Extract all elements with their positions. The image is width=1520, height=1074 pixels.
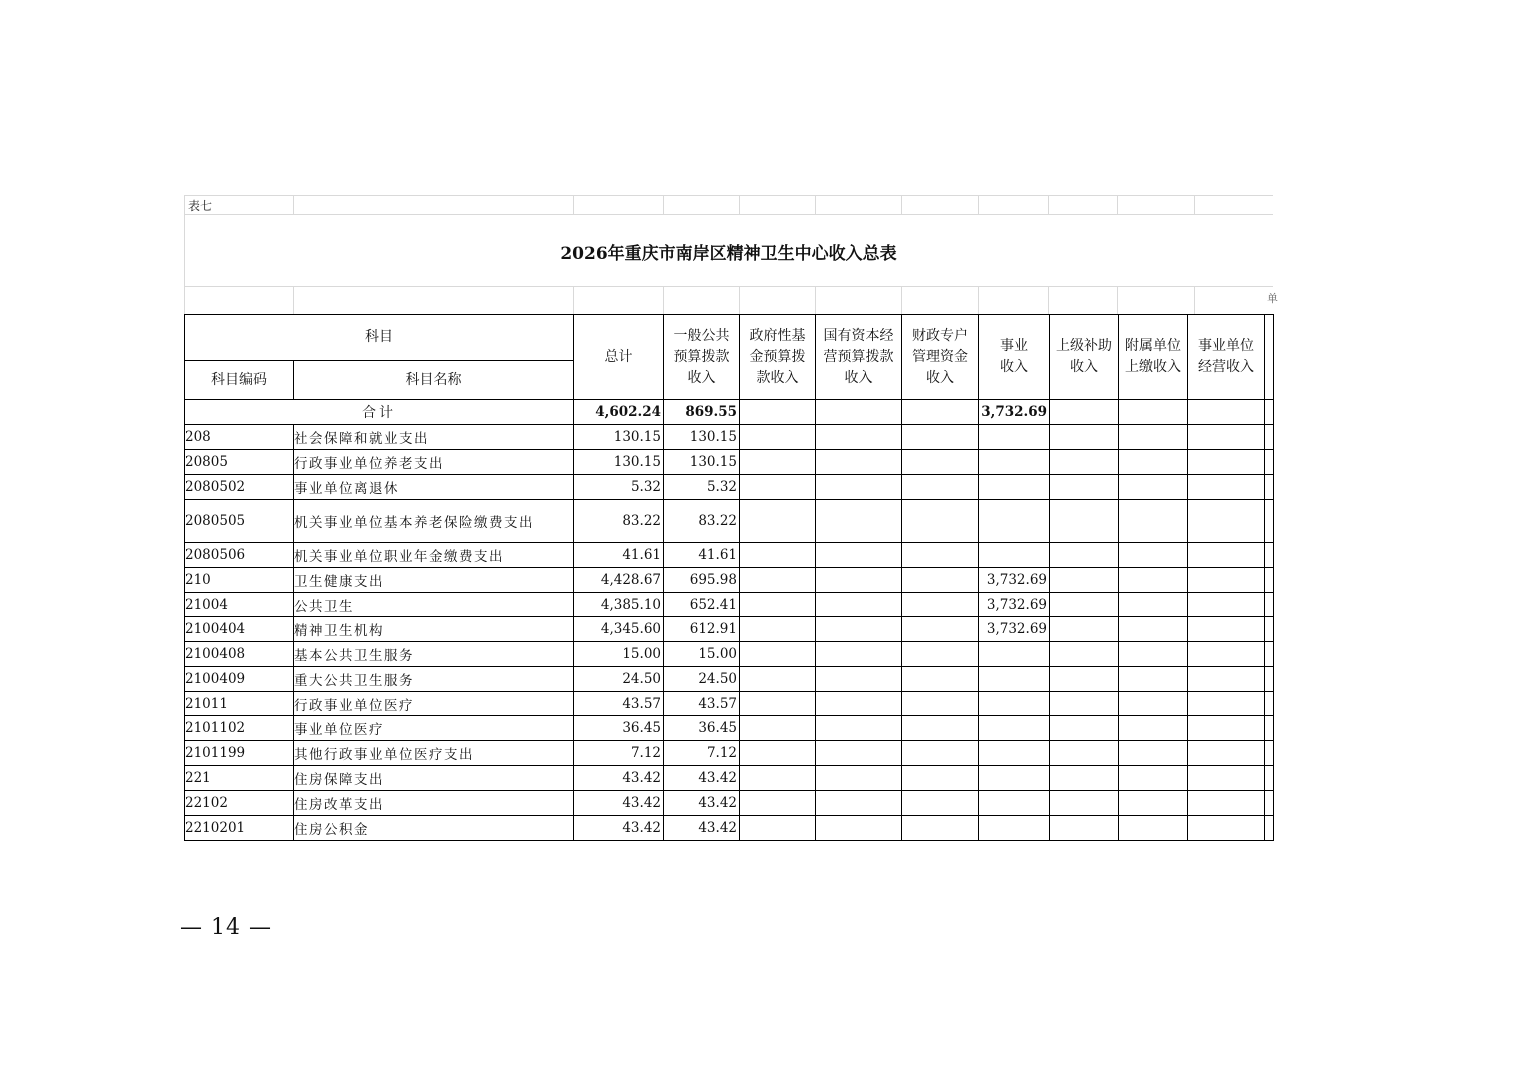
header-business-income-line2: 收入 [1000,359,1028,375]
state-capital-cell [816,692,902,716]
total-cell: 83.22 [574,500,664,543]
header-superior-subsidy-line1: 上级补助 [1056,338,1112,354]
state-capital-cell [816,543,902,568]
clipped-column-cell [1265,568,1274,593]
table-row [185,692,1274,716]
affiliated-turnover-cell [1119,816,1188,841]
general-budget-cell: 43.42 [664,791,740,816]
affiliated-turnover-cell [1119,692,1188,716]
header-fiscal-special-line3: 收入 [926,369,954,386]
fiscal-special-cell [902,425,979,450]
operating-income-cell [1188,500,1265,543]
gov-fund-cell [740,475,816,500]
state-capital-cell [816,475,902,500]
total-cell: 5.32 [574,475,664,500]
subject-code-cell: 2210201 [185,816,294,841]
affiliated-turnover-cell [1119,642,1188,667]
gov-fund-cell [740,450,816,475]
business-income-cell [979,716,1050,741]
gov-fund-cell [740,617,816,642]
table-row [185,500,1274,543]
header-operating-income-line1: 事业单位 [1198,338,1254,354]
subject-code-cell: 2101199 [185,741,294,766]
subject-name-cell: 卫生健康支出 [294,568,574,593]
fiscal-special-cell [902,568,979,593]
table-row [185,741,1274,766]
superior-subsidy-cell [1050,766,1119,791]
general-budget-cell: 43.42 [664,816,740,841]
general-budget-cell: 36.45 [664,716,740,741]
subject-code-cell: 20805 [185,450,294,475]
clipped-column-cell [1265,816,1274,841]
business-income-cell: 3,732.69 [979,568,1050,593]
subject-code-cell: 2080505 [185,500,294,543]
subject-name-cell: 机关事业单位基本养老保险缴费支出 [294,500,574,543]
gov-fund-cell [740,816,816,841]
fiscal-special-cell [902,450,979,475]
header-gov-fund [740,315,816,400]
header-affiliated-turnover-line1: 附属单位 [1125,338,1181,354]
business-income-cell [979,766,1050,791]
clipped-column-cell [1265,450,1274,475]
superior-subsidy-cell [1050,543,1119,568]
state-capital-cell [816,500,902,543]
business-income-cell: 3,732.69 [979,617,1050,642]
table-row [185,716,1274,741]
page-title: 2026年重庆市南岸区精神卫生中心收入总表 [560,244,897,264]
operating-income-cell [1188,543,1265,568]
total-cell: 43.42 [574,791,664,816]
affiliated-turnover-cell [1119,568,1188,593]
business-income-cell [979,667,1050,692]
general-budget-cell: 7.12 [664,741,740,766]
total-cell: 15.00 [574,642,664,667]
header-superior-subsidy-line2: 收入 [1070,359,1098,375]
gov-fund-cell [740,692,816,716]
superior-subsidy-cell [1050,475,1119,500]
header-gov-fund-line3: 款收入 [756,369,799,386]
superior-subsidy-cell [1050,667,1119,692]
header-state-capital-line2: 营预算拨款 [823,348,894,365]
header-gov-fund-line1: 政府性基 [749,327,806,344]
header-fiscal-special-line2: 管理资金 [912,348,968,365]
general-budget-cell: 652.41 [664,593,740,617]
subject-code-cell: 21004 [185,593,294,617]
table-row [185,475,1274,500]
header-affiliated-turnover-line2: 上缴收入 [1125,359,1181,375]
income-summary-sheet [184,195,1278,847]
state-capital-cell [816,667,902,692]
general-budget-cell: 43.42 [664,766,740,791]
general-budget-cell: 24.50 [664,667,740,692]
superior-subsidy-cell [1050,500,1119,543]
total-cell: 4,345.60 [574,617,664,642]
table-row [185,642,1274,667]
clipped-column-cell [1265,543,1274,568]
subject-code-cell: 210 [185,568,294,593]
total-business: 3,732.69 [979,400,1050,425]
operating-income-cell [1188,475,1265,500]
general-budget-cell: 5.32 [664,475,740,500]
subject-code-cell: 21011 [185,692,294,716]
subject-code-cell: 2100408 [185,642,294,667]
business-income-cell [979,450,1050,475]
header-clipped-column [1265,315,1274,400]
affiliated-turnover-cell [1119,450,1188,475]
superior-subsidy-cell [1050,425,1119,450]
total-total: 4,602.24 [574,400,664,425]
gov-fund-cell [740,593,816,617]
table-row [185,816,1274,841]
total-row [185,400,1274,425]
fiscal-special-cell [902,543,979,568]
table-row [185,450,1274,475]
operating-income-cell [1188,791,1265,816]
superior-subsidy-cell [1050,450,1119,475]
gov-fund-cell [740,766,816,791]
state-capital-cell [816,568,902,593]
subject-name-cell: 住房改革支出 [294,791,574,816]
subject-code-cell: 208 [185,425,294,450]
business-income-cell [979,692,1050,716]
superior-subsidy-cell [1050,642,1119,667]
subject-name-cell: 行政事业单位养老支出 [294,450,574,475]
header-gov-fund-line2: 金预算拨 [749,348,806,365]
state-capital-cell [816,716,902,741]
affiliated-turnover-cell [1119,766,1188,791]
subject-name-cell: 事业单位医疗 [294,716,574,741]
subject-code-cell: 2080502 [185,475,294,500]
fiscal-special-cell [902,716,979,741]
fiscal-special-cell [902,617,979,642]
operating-income-cell [1188,568,1265,593]
operating-income-cell [1188,593,1265,617]
clipped-column-cell [1265,500,1274,543]
superior-subsidy-cell [1050,791,1119,816]
clipped-column-cell [1265,741,1274,766]
affiliated-turnover-cell [1119,543,1188,568]
general-budget-cell: 695.98 [664,568,740,593]
fiscal-special-cell [902,692,979,716]
subject-code-cell: 2100404 [185,617,294,642]
page-number: — 14 — [180,915,272,940]
subject-code-cell: 2080506 [185,543,294,568]
table-label: 表七 [188,199,213,213]
state-capital-cell [816,425,902,450]
clipped-column-cell [1265,593,1274,617]
state-capital-cell [816,766,902,791]
subject-name-cell: 机关事业单位职业年金缴费支出 [294,543,574,568]
fiscal-special-cell [902,766,979,791]
clipped-column-cell [1265,667,1274,692]
gov-fund-cell [740,500,816,543]
table-row [185,568,1274,593]
total-cell: 43.42 [574,816,664,841]
state-capital-cell [816,593,902,617]
total-cell: 43.42 [574,766,664,791]
total-cell: 7.12 [574,741,664,766]
header-operating-income-line2: 经营收入 [1198,359,1254,375]
operating-income-cell [1188,450,1265,475]
affiliated-turnover-cell [1119,425,1188,450]
state-capital-cell [816,450,902,475]
clipped-column-cell [1265,766,1274,791]
operating-income-cell [1188,816,1265,841]
gov-fund-cell [740,425,816,450]
subject-code-cell: 221 [185,766,294,791]
table-row [185,667,1274,692]
clipped-column-cell [1265,475,1274,500]
subject-name-cell: 重大公共卫生服务 [294,667,574,692]
operating-income-cell [1188,425,1265,450]
header-business-income [979,315,1050,400]
state-capital-cell [816,816,902,841]
table-row [185,617,1274,642]
operating-income-cell [1188,741,1265,766]
total-cell: 130.15 [574,450,664,475]
general-budget-cell: 41.61 [664,543,740,568]
business-income-cell [979,475,1050,500]
superior-subsidy-cell [1050,716,1119,741]
subject-name-cell: 社会保障和就业支出 [294,425,574,450]
subject-name-cell: 精神卫生机构 [294,617,574,642]
unit-label: 单 [1267,292,1278,305]
header-business-income-line1: 事业 [1000,338,1028,354]
state-capital-cell [816,642,902,667]
header-general-budget-line2: 预算拨款 [673,348,730,365]
total-cell: 130.15 [574,425,664,450]
gov-fund-cell [740,791,816,816]
operating-income-cell [1188,642,1265,667]
clipped-column-cell [1265,617,1274,642]
business-income-cell [979,741,1050,766]
table-row [185,425,1274,450]
state-capital-cell [816,741,902,766]
business-income-cell [979,791,1050,816]
operating-income-cell [1188,716,1265,741]
header-subject-name: 科目名称 [294,361,574,400]
subject-name-cell: 基本公共卫生服务 [294,642,574,667]
header-general-budget-line3: 收入 [687,369,716,386]
gov-fund-cell [740,716,816,741]
total-cell: 36.45 [574,716,664,741]
business-income-cell [979,543,1050,568]
subject-name-cell: 住房公积金 [294,816,574,841]
header-general-budget [664,315,740,400]
state-capital-cell [816,791,902,816]
operating-income-cell [1188,667,1265,692]
subject-name-cell: 其他行政事业单位医疗支出 [294,741,574,766]
general-budget-cell: 15.00 [664,642,740,667]
fiscal-special-cell [902,475,979,500]
superior-subsidy-cell [1050,741,1119,766]
gov-fund-cell [740,568,816,593]
superior-subsidy-cell [1050,816,1119,841]
header-general-budget-line1: 一般公共 [673,327,730,344]
fiscal-special-cell [902,791,979,816]
subject-code-cell: 22102 [185,791,294,816]
gov-fund-cell [740,543,816,568]
subject-name-cell: 行政事业单位医疗 [294,692,574,716]
total-cell: 4,385.10 [574,593,664,617]
subject-name-cell: 住房保障支出 [294,766,574,791]
general-budget-cell: 612.91 [664,617,740,642]
business-income-cell: 3,732.69 [979,593,1050,617]
affiliated-turnover-cell [1119,791,1188,816]
fiscal-special-cell [902,816,979,841]
affiliated-turnover-cell [1119,500,1188,543]
affiliated-turnover-cell [1119,667,1188,692]
income-table [184,314,1274,841]
general-budget-cell: 130.15 [664,450,740,475]
subject-name-cell: 公共卫生 [294,593,574,617]
business-income-cell [979,816,1050,841]
total-general: 869.55 [664,400,740,425]
header-operating-income [1188,315,1265,400]
header-state-capital-line3: 收入 [844,369,873,386]
total-cell: 4,428.67 [574,568,664,593]
clipped-column-cell [1265,642,1274,667]
clipped-column-cell [1265,791,1274,816]
operating-income-cell [1188,617,1265,642]
table-row [185,593,1274,617]
general-budget-cell: 83.22 [664,500,740,543]
header-fiscal-special-line1: 财政专户 [912,327,968,344]
subject-code-cell: 2101102 [185,716,294,741]
total-cell: 24.50 [574,667,664,692]
clipped-column-cell [1265,692,1274,716]
business-income-cell [979,425,1050,450]
header-state-capital [816,315,902,400]
affiliated-turnover-cell [1119,617,1188,642]
operating-income-cell [1188,692,1265,716]
superior-subsidy-cell [1050,692,1119,716]
header-state-capital-line1: 国有资本经 [823,327,894,344]
superior-subsidy-cell [1050,568,1119,593]
superior-subsidy-cell [1050,593,1119,617]
operating-income-cell [1188,766,1265,791]
total-cell: 43.57 [574,692,664,716]
clipped-column-cell [1265,425,1274,450]
header-subject-code: 科目编码 [185,361,294,400]
clipped-column-cell [1265,716,1274,741]
general-budget-cell: 130.15 [664,425,740,450]
gov-fund-cell [740,642,816,667]
affiliated-turnover-cell [1119,716,1188,741]
gov-fund-cell [740,667,816,692]
affiliated-turnover-cell [1119,475,1188,500]
gov-fund-cell [740,741,816,766]
subject-code-cell: 2100409 [185,667,294,692]
table-row [185,766,1274,791]
business-income-cell [979,642,1050,667]
table-row [185,791,1274,816]
subject-name-cell: 事业单位离退休 [294,475,574,500]
business-income-cell [979,500,1050,543]
fiscal-special-cell [902,593,979,617]
header-subject: 科目 [185,315,574,361]
header-fiscal-special [902,315,979,400]
fiscal-special-cell [902,642,979,667]
header-superior-subsidy [1050,315,1119,400]
fiscal-special-cell [902,667,979,692]
affiliated-turnover-cell [1119,593,1188,617]
total-label: 合计 [185,400,574,425]
fiscal-special-cell [902,500,979,543]
affiliated-turnover-cell [1119,741,1188,766]
fiscal-special-cell [902,741,979,766]
total-cell: 41.61 [574,543,664,568]
state-capital-cell [816,617,902,642]
superior-subsidy-cell [1050,617,1119,642]
header-affiliated-turnover [1119,315,1188,400]
table-row [185,543,1274,568]
header-total: 总计 [574,315,664,400]
general-budget-cell: 43.57 [664,692,740,716]
